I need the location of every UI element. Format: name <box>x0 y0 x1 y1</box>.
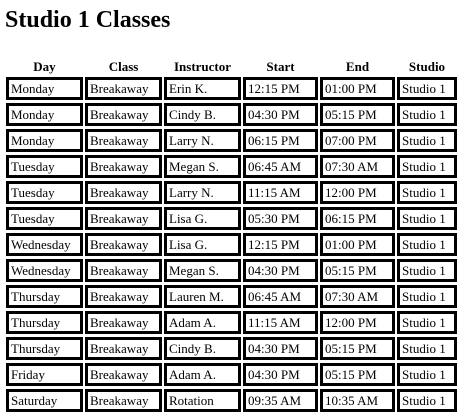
column-header-end: End <box>345 59 370 74</box>
header-row <box>6 60 457 74</box>
cell-instructor: Rotation <box>164 389 241 412</box>
column-header-instructor: Instructor <box>173 59 232 74</box>
table-row <box>6 103 457 126</box>
cell-day: Tuesday <box>6 155 83 178</box>
cell-class: Breakaway <box>85 207 162 230</box>
table-header <box>6 60 457 74</box>
cell-day: Thursday <box>6 311 83 334</box>
cell-studio: Studio 1 <box>397 311 457 334</box>
cell-studio: Studio 1 <box>397 337 457 360</box>
table-row <box>6 259 457 282</box>
cell-instructor: Cindy B. <box>164 337 241 360</box>
cell-class: Breakaway <box>85 389 162 412</box>
cell-day: Thursday <box>6 285 83 308</box>
cell-start-time: 11:15 AM <box>243 181 318 204</box>
cell-end-time: 05:15 PM <box>320 259 395 282</box>
cell-day: Tuesday <box>6 207 83 230</box>
table-row <box>6 207 457 230</box>
cell-instructor: Lisa G. <box>164 207 241 230</box>
cell-class: Breakaway <box>85 233 162 256</box>
cell-class: Breakaway <box>85 181 162 204</box>
column-header-day: Day <box>33 59 56 74</box>
cell-class: Breakaway <box>85 311 162 334</box>
cell-class: Breakaway <box>85 363 162 386</box>
cell-start-time: 11:15 AM <box>243 311 318 334</box>
column-header-class: Class <box>108 59 139 74</box>
cell-end-time: 01:00 PM <box>320 77 395 100</box>
cell-end-time: 01:00 PM <box>320 233 395 256</box>
class-schedule-table <box>4 57 459 415</box>
cell-start-time: 06:15 PM <box>243 129 318 152</box>
table-row <box>6 363 457 386</box>
cell-instructor: Adam A. <box>164 311 241 334</box>
table-row <box>6 389 457 412</box>
table-row <box>6 181 457 204</box>
cell-instructor: Lauren M. <box>164 285 241 308</box>
cell-studio: Studio 1 <box>397 363 457 386</box>
cell-day: Monday <box>6 77 83 100</box>
cell-studio: Studio 1 <box>397 233 457 256</box>
table-row <box>6 337 457 360</box>
cell-start-time: 04:30 PM <box>243 259 318 282</box>
cell-end-time: 05:15 PM <box>320 337 395 360</box>
cell-start-time: 04:30 PM <box>243 337 318 360</box>
cell-studio: Studio 1 <box>397 77 457 100</box>
cell-class: Breakaway <box>85 337 162 360</box>
cell-end-time: 07:00 PM <box>320 129 395 152</box>
table-row <box>6 77 457 100</box>
table-row <box>6 285 457 308</box>
table-body <box>6 77 457 412</box>
cell-class: Breakaway <box>85 77 162 100</box>
cell-class: Breakaway <box>85 285 162 308</box>
cell-studio: Studio 1 <box>397 103 457 126</box>
cell-end-time: 06:15 PM <box>320 207 395 230</box>
cell-start-time: 12:15 PM <box>243 233 318 256</box>
cell-start-time: 04:30 PM <box>243 363 318 386</box>
cell-studio: Studio 1 <box>397 181 457 204</box>
table-row <box>6 233 457 256</box>
cell-instructor: Adam A. <box>164 363 241 386</box>
cell-end-time: 05:15 PM <box>320 363 395 386</box>
table-row <box>6 129 457 152</box>
column-header-studio: Studio <box>408 59 446 74</box>
column-header-start: Start <box>266 59 295 74</box>
cell-end-time: 12:00 PM <box>320 311 395 334</box>
cell-day: Friday <box>6 363 83 386</box>
cell-day: Thursday <box>6 337 83 360</box>
cell-studio: Studio 1 <box>397 207 457 230</box>
cell-instructor: Erin K. <box>164 77 241 100</box>
cell-day: Wednesday <box>6 233 83 256</box>
table-row <box>6 311 457 334</box>
cell-end-time: 07:30 AM <box>320 155 395 178</box>
cell-class: Breakaway <box>85 129 162 152</box>
cell-start-time: 09:35 AM <box>243 389 318 412</box>
cell-end-time: 07:30 AM <box>320 285 395 308</box>
cell-instructor: Megan S. <box>164 155 241 178</box>
cell-class: Breakaway <box>85 259 162 282</box>
cell-day: Saturday <box>6 389 83 412</box>
cell-studio: Studio 1 <box>397 155 457 178</box>
cell-end-time: 05:15 PM <box>320 103 395 126</box>
cell-instructor: Cindy B. <box>164 103 241 126</box>
cell-start-time: 05:30 PM <box>243 207 318 230</box>
cell-day: Tuesday <box>6 181 83 204</box>
cell-studio: Studio 1 <box>397 259 457 282</box>
cell-studio: Studio 1 <box>397 129 457 152</box>
cell-instructor: Larry N. <box>164 181 241 204</box>
cell-day: Monday <box>6 129 83 152</box>
cell-instructor: Larry N. <box>164 129 241 152</box>
page-title: Studio 1 Classes <box>5 7 171 33</box>
table-row <box>6 155 457 178</box>
cell-instructor: Megan S. <box>164 259 241 282</box>
cell-instructor: Lisa G. <box>164 233 241 256</box>
cell-start-time: 06:45 AM <box>243 285 318 308</box>
cell-start-time: 04:30 PM <box>243 103 318 126</box>
cell-class: Breakaway <box>85 155 162 178</box>
cell-studio: Studio 1 <box>397 389 457 412</box>
cell-studio: Studio 1 <box>397 285 457 308</box>
cell-start-time: 06:45 AM <box>243 155 318 178</box>
cell-end-time: 10:35 AM <box>320 389 395 412</box>
cell-start-time: 12:15 PM <box>243 77 318 100</box>
cell-day: Wednesday <box>6 259 83 282</box>
cell-end-time: 12:00 PM <box>320 181 395 204</box>
cell-class: Breakaway <box>85 103 162 126</box>
cell-day: Monday <box>6 103 83 126</box>
